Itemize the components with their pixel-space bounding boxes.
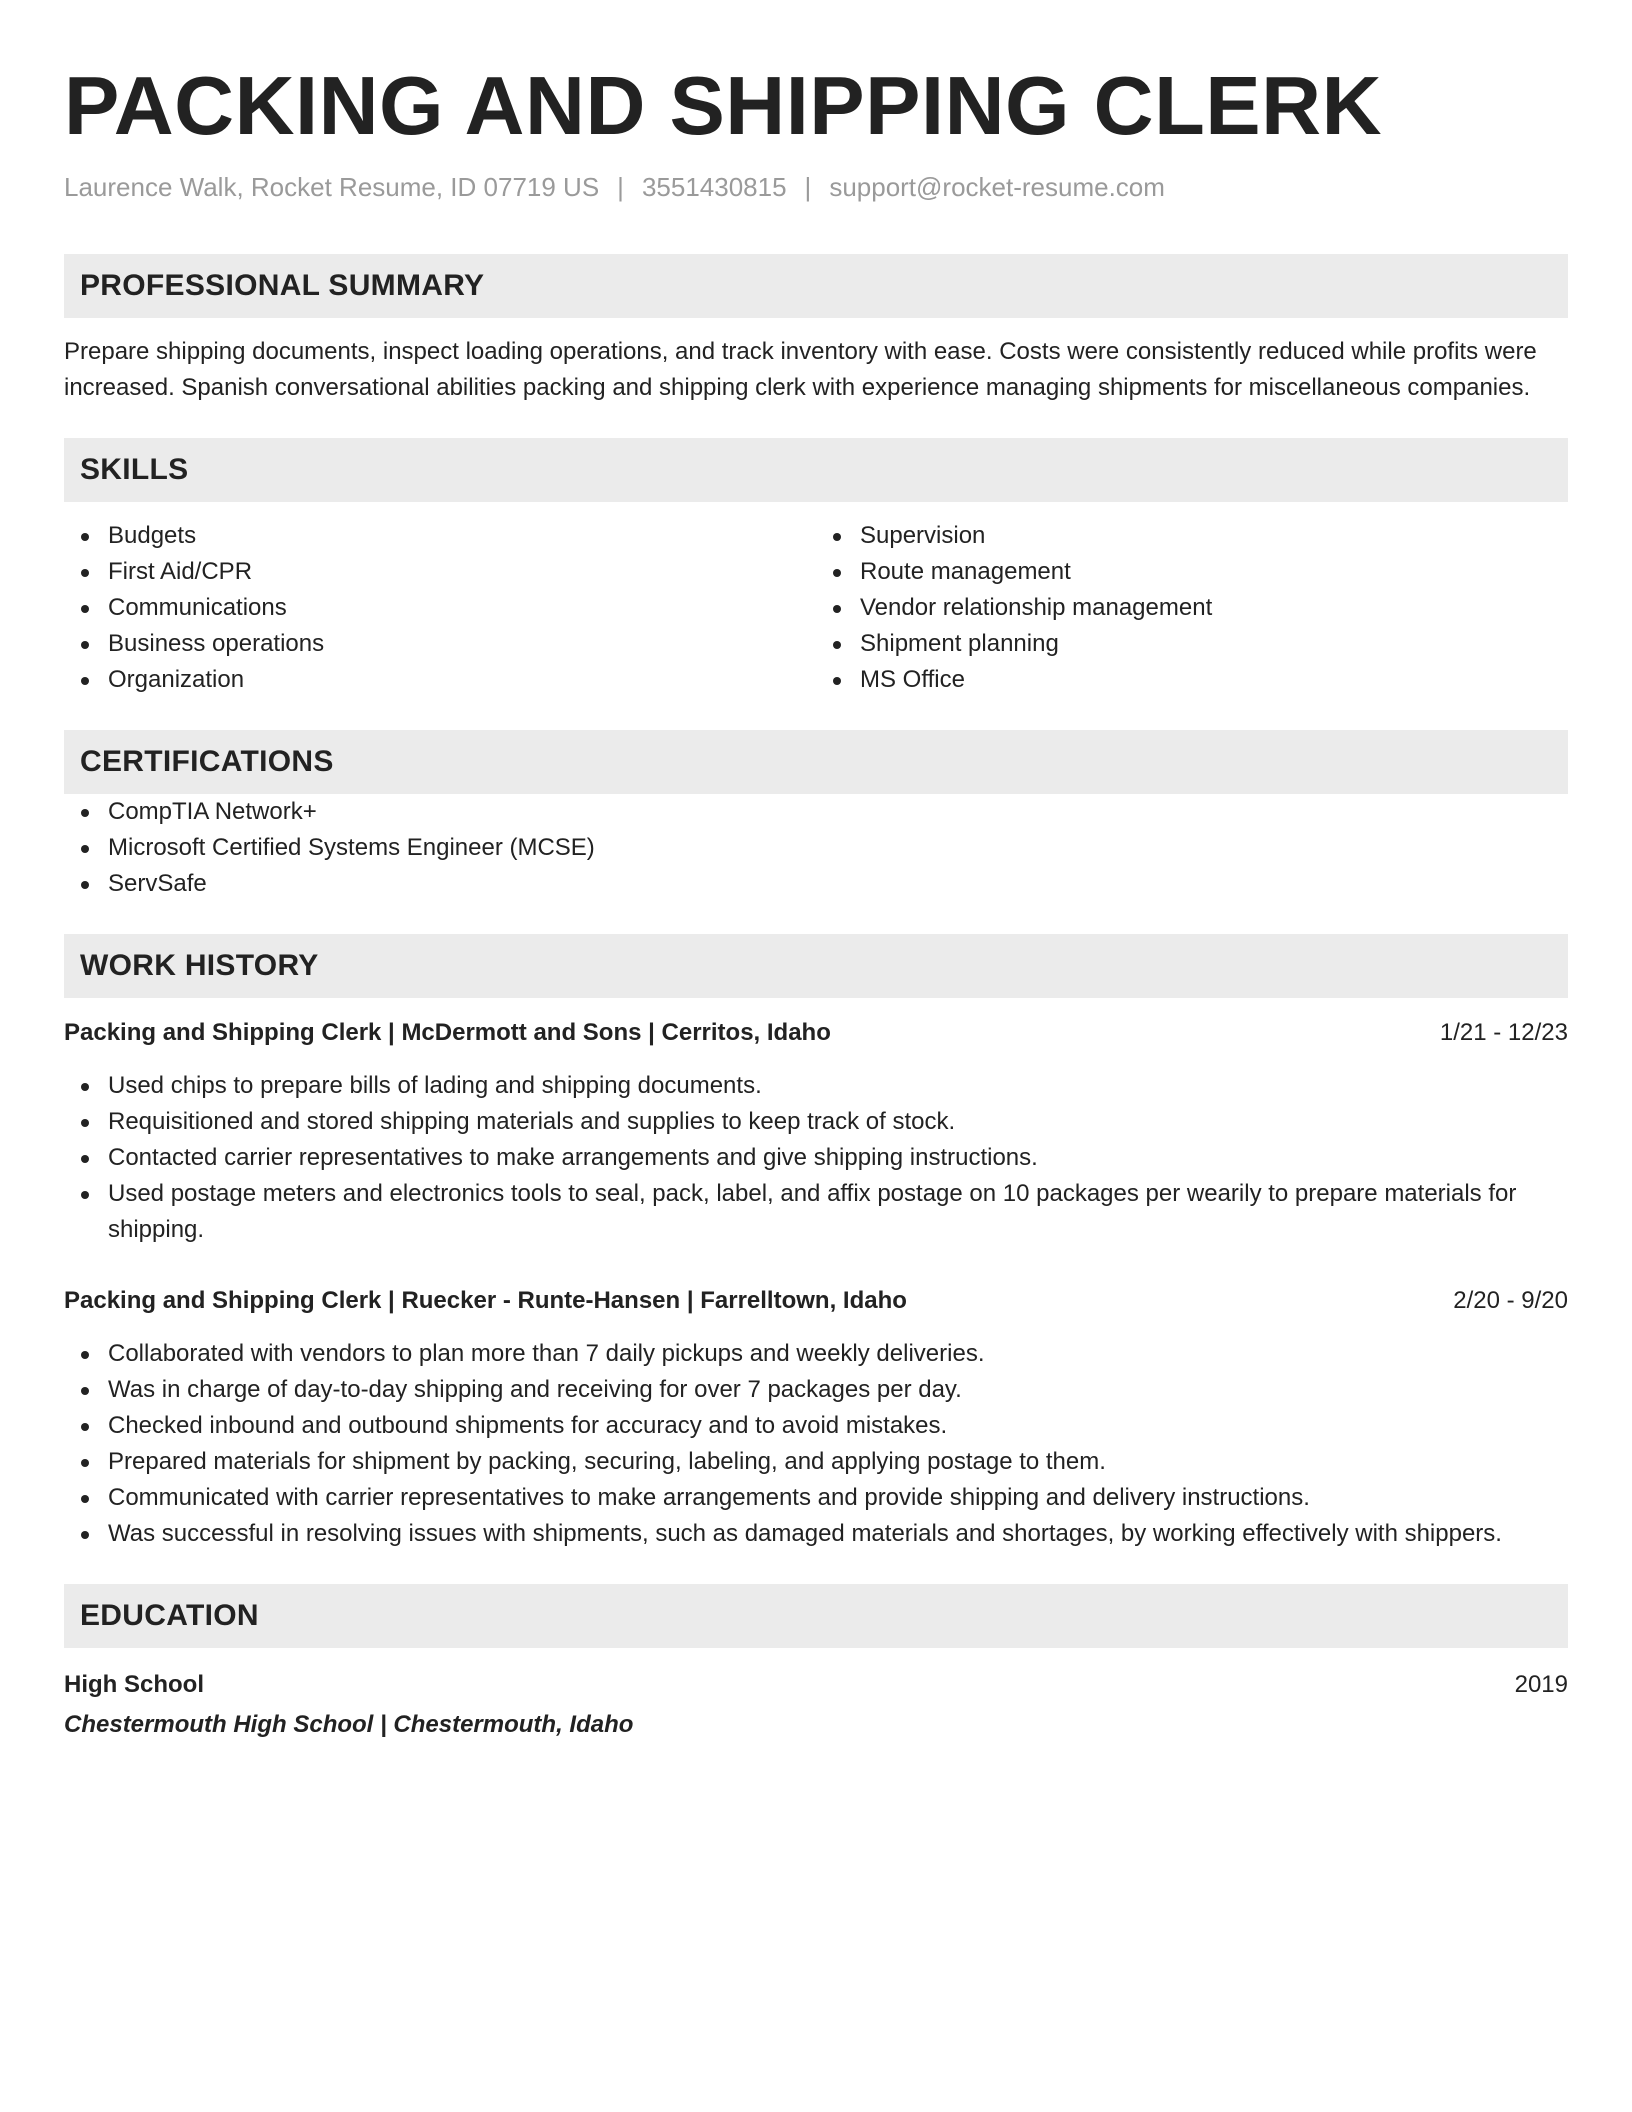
education-degree: High School <box>64 1671 204 1698</box>
resume-title: PACKING AND SHIPPING CLERK <box>64 59 1383 152</box>
section-header-skills: SKILLS <box>64 438 1568 502</box>
section-header-education: EDUCATION <box>64 1584 1568 1648</box>
contact-separator: | <box>804 172 812 202</box>
job-entry <box>64 1284 1568 1552</box>
education-year: 2019 <box>1514 1671 1568 1698</box>
skills-grid <box>64 518 1568 698</box>
certification-item: ServSafe <box>64 866 1568 902</box>
skill-item: Business operations <box>64 626 816 662</box>
job-bullet: Requisitioned and stored shipping materials and supplies to keep track of stock. <box>64 1104 1568 1140</box>
contact-address: Laurence Walk, Rocket Resume, ID 07719 US <box>64 172 600 202</box>
education-header <box>64 1668 1568 1702</box>
job-header <box>64 1284 1568 1318</box>
section-header-work-history: WORK HISTORY <box>64 934 1568 998</box>
job-title: Packing and Shipping Clerk | McDermott and Sons | Cerritos, Idaho <box>64 1019 831 1046</box>
certification-item: Microsoft Certified Systems Engineer (MCSE) <box>64 830 1568 866</box>
skill-item: Supervision <box>816 518 1568 554</box>
job-bullet: Used postage meters and electronics tools to seal, pack, label, and affix postage on 10 packages per wearily to prepare materials for shipping. <box>64 1176 1568 1248</box>
job-bullets <box>64 1068 1568 1248</box>
job-title: Packing and Shipping Clerk | Ruecker - Runte-Hansen | Farrelltown, Idaho <box>64 1287 907 1314</box>
job-dates: 1/21 - 12/23 <box>1439 1019 1568 1046</box>
job-dates: 2/20 - 9/20 <box>1453 1287 1568 1314</box>
skill-item: Vendor relationship management <box>816 590 1568 626</box>
certifications-list <box>64 794 1568 902</box>
skill-item: Organization <box>64 662 816 698</box>
job-bullet: Collaborated with vendors to plan more than 7 daily pickups and weekly deliveries. <box>64 1336 1568 1372</box>
job-bullet: Checked inbound and outbound shipments for accuracy and to avoid mistakes. <box>64 1408 1568 1444</box>
skills-column-right <box>816 518 1568 698</box>
contact-line <box>64 170 1568 204</box>
education-school: Chestermouth High School | Chestermouth, Idaho <box>64 1711 634 1738</box>
job-bullet: Contacted carrier representatives to make arrangements and give shipping instructions. <box>64 1140 1568 1176</box>
contact-separator: | <box>617 172 624 202</box>
job-bullet: Was in charge of day-to-day shipping and receiving for over 7 packages per day. <box>64 1372 1568 1408</box>
skill-item: Shipment planning <box>816 626 1568 662</box>
contact-phone: 3551430815 <box>641 172 787 202</box>
skill-item: Communications <box>64 590 816 626</box>
job-bullet: Used chips to prepare bills of lading and shipping documents. <box>64 1068 1568 1104</box>
job-bullet: Communicated with carrier representatives to make arrangements and provide shipping and delivery instructions. <box>64 1480 1568 1516</box>
summary-text: Prepare shipping documents, inspect loading operations, and track inventory with ease. Costs were consistently reduced while profits were increased. Spanish conversational abilities packing and shipping clerk with experience managing shipments for miscellaneous companies. <box>64 338 1537 401</box>
contact-email: support@rocket-resume.com <box>829 172 1165 202</box>
job-entry <box>64 1016 1568 1248</box>
section-header-certifications: CERTIFICATIONS <box>64 730 1568 794</box>
skill-item: First Aid/CPR <box>64 554 816 590</box>
job-bullet: Prepared materials for shipment by packing, securing, labeling, and applying postage to them. <box>64 1444 1568 1480</box>
skill-item: MS Office <box>816 662 1568 698</box>
certification-item: CompTIA Network+ <box>64 794 1568 830</box>
job-bullet: Was successful in resolving issues with shipments, such as damaged materials and shortages, by working effectively with shippers. <box>64 1516 1568 1552</box>
skill-item: Route management <box>816 554 1568 590</box>
job-header <box>64 1016 1568 1050</box>
job-bullets <box>64 1336 1568 1552</box>
skills-column-left <box>64 518 816 698</box>
skill-item: Budgets <box>64 518 816 554</box>
section-header-summary: PROFESSIONAL SUMMARY <box>64 254 1568 318</box>
